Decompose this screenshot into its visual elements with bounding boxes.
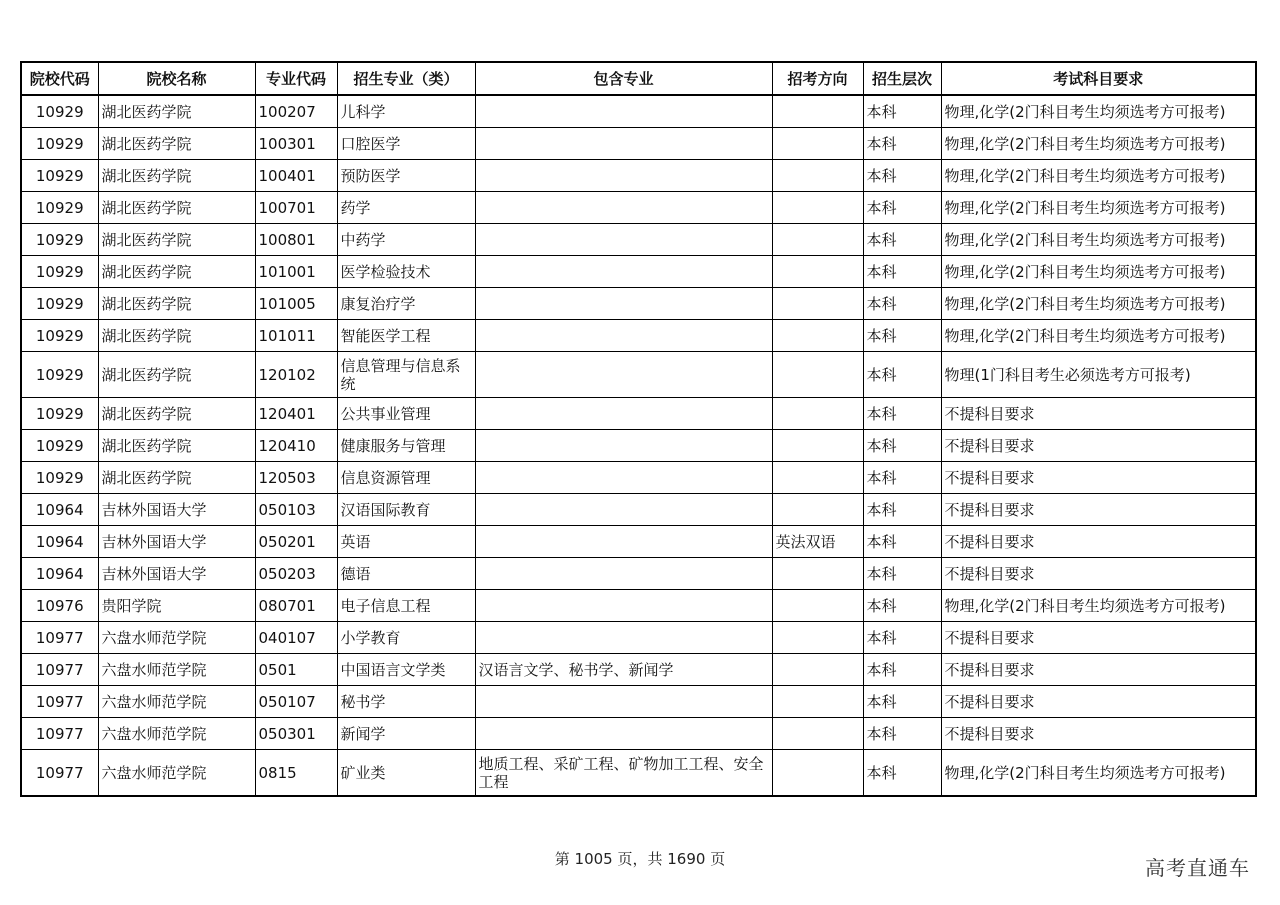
school-code-cell: 10977	[21, 718, 98, 750]
table-row	[21, 128, 1256, 160]
table-row	[21, 320, 1256, 352]
subject-requirement-cell: 不提科目要求	[941, 494, 1256, 526]
school-code-cell: 10929	[21, 256, 98, 288]
table-row	[21, 462, 1256, 494]
included-majors-cell	[475, 192, 772, 224]
major-code-cell: 100801	[255, 224, 337, 256]
level-cell: 本科	[863, 686, 941, 718]
major-code-cell: 120401	[255, 398, 337, 430]
major-code-cell: 101005	[255, 288, 337, 320]
table-row	[21, 352, 1256, 398]
major-code-cell: 101001	[255, 256, 337, 288]
included-majors-cell	[475, 256, 772, 288]
direction-cell	[772, 622, 863, 654]
major-code-cell: 0815	[255, 750, 337, 797]
included-majors-cell: 汉语言文学、秘书学、新闻学	[475, 654, 772, 686]
direction-cell	[772, 352, 863, 398]
school-code-cell: 10964	[21, 526, 98, 558]
major-code-cell: 050103	[255, 494, 337, 526]
table-row	[21, 256, 1256, 288]
direction-cell	[772, 320, 863, 352]
major-name-cell: 儿科学	[337, 95, 475, 128]
school-code-cell: 10929	[21, 462, 98, 494]
table-row	[21, 224, 1256, 256]
subject-requirement-cell: 不提科目要求	[941, 430, 1256, 462]
major-name-cell: 德语	[337, 558, 475, 590]
school-code-cell: 10929	[21, 160, 98, 192]
level-cell: 本科	[863, 352, 941, 398]
subject-requirement-cell: 物理(1门科目考生必须选考方可报考)	[941, 352, 1256, 398]
major-code-cell: 050107	[255, 686, 337, 718]
major-code-cell: 050203	[255, 558, 337, 590]
header-school-name: 院校名称	[98, 62, 255, 95]
table-row	[21, 192, 1256, 224]
included-majors-cell	[475, 718, 772, 750]
level-cell: 本科	[863, 224, 941, 256]
major-name-cell: 医学检验技术	[337, 256, 475, 288]
included-majors-cell	[475, 320, 772, 352]
school-code-cell: 10964	[21, 494, 98, 526]
direction-cell	[772, 430, 863, 462]
subject-requirement-cell: 物理,化学(2门科目考生均须选考方可报考)	[941, 128, 1256, 160]
major-name-cell: 中国语言文学类	[337, 654, 475, 686]
direction-cell	[772, 494, 863, 526]
included-majors-cell	[475, 288, 772, 320]
school-code-cell: 10929	[21, 320, 98, 352]
table-header-row	[21, 62, 1256, 95]
school-name-cell: 湖北医药学院	[98, 288, 255, 320]
school-name-cell: 湖北医药学院	[98, 320, 255, 352]
direction-cell	[772, 128, 863, 160]
subject-requirement-cell: 不提科目要求	[941, 718, 1256, 750]
school-name-cell: 湖北医药学院	[98, 462, 255, 494]
school-code-cell: 10929	[21, 95, 98, 128]
subject-requirement-cell: 不提科目要求	[941, 686, 1256, 718]
direction-cell	[772, 590, 863, 622]
included-majors-cell	[475, 622, 772, 654]
major-name-cell: 新闻学	[337, 718, 475, 750]
major-code-cell: 050301	[255, 718, 337, 750]
subject-requirement-cell: 物理,化学(2门科目考生均须选考方可报考)	[941, 160, 1256, 192]
major-code-cell: 101011	[255, 320, 337, 352]
table-row	[21, 398, 1256, 430]
subject-requirement-cell: 不提科目要求	[941, 622, 1256, 654]
school-name-cell: 湖北医药学院	[98, 256, 255, 288]
school-code-cell: 10929	[21, 430, 98, 462]
school-code-cell: 10929	[21, 128, 98, 160]
major-name-cell: 信息资源管理	[337, 462, 475, 494]
direction-cell	[772, 462, 863, 494]
major-name-cell: 英语	[337, 526, 475, 558]
level-cell: 本科	[863, 526, 941, 558]
school-name-cell: 吉林外国语大学	[98, 558, 255, 590]
subject-requirement-cell: 不提科目要求	[941, 654, 1256, 686]
school-name-cell: 吉林外国语大学	[98, 526, 255, 558]
major-name-cell: 公共事业管理	[337, 398, 475, 430]
subject-requirement-cell: 不提科目要求	[941, 558, 1256, 590]
major-name-cell: 口腔医学	[337, 128, 475, 160]
table-row	[21, 494, 1256, 526]
level-cell: 本科	[863, 256, 941, 288]
level-cell: 本科	[863, 718, 941, 750]
included-majors-cell	[475, 430, 772, 462]
direction-cell	[772, 288, 863, 320]
subject-requirement-cell: 物理,化学(2门科目考生均须选考方可报考)	[941, 320, 1256, 352]
level-cell: 本科	[863, 558, 941, 590]
major-code-cell: 100701	[255, 192, 337, 224]
subject-requirement-cell: 不提科目要求	[941, 526, 1256, 558]
header-major-name: 招生专业（类）	[337, 62, 475, 95]
level-cell: 本科	[863, 192, 941, 224]
included-majors-cell	[475, 224, 772, 256]
included-majors-cell	[475, 494, 772, 526]
header-level: 招生层次	[863, 62, 941, 95]
school-code-cell: 10929	[21, 192, 98, 224]
direction-cell	[772, 256, 863, 288]
subject-requirement-cell: 不提科目要求	[941, 462, 1256, 494]
table-row	[21, 654, 1256, 686]
major-code-cell: 050201	[255, 526, 337, 558]
level-cell: 本科	[863, 320, 941, 352]
included-majors-cell	[475, 686, 772, 718]
included-majors-cell	[475, 352, 772, 398]
school-name-cell: 湖北医药学院	[98, 95, 255, 128]
included-majors-cell	[475, 526, 772, 558]
major-code-cell: 040107	[255, 622, 337, 654]
table-row	[21, 430, 1256, 462]
school-name-cell: 六盘水师范学院	[98, 654, 255, 686]
level-cell: 本科	[863, 160, 941, 192]
major-name-cell: 矿业类	[337, 750, 475, 797]
school-code-cell: 10929	[21, 398, 98, 430]
level-cell: 本科	[863, 462, 941, 494]
level-cell: 本科	[863, 622, 941, 654]
level-cell: 本科	[863, 654, 941, 686]
subject-requirement-cell: 物理,化学(2门科目考生均须选考方可报考)	[941, 256, 1256, 288]
subject-requirement-cell: 物理,化学(2门科目考生均须选考方可报考)	[941, 192, 1256, 224]
major-name-cell: 健康服务与管理	[337, 430, 475, 462]
school-code-cell: 10977	[21, 686, 98, 718]
major-name-cell: 秘书学	[337, 686, 475, 718]
page-number: 第 1005 页，共 1690 页	[554, 850, 726, 868]
subject-requirement-cell: 物理,化学(2门科目考生均须选考方可报考)	[941, 224, 1256, 256]
subject-requirement-cell: 物理,化学(2门科目考生均须选考方可报考)	[941, 590, 1256, 622]
direction-cell	[772, 654, 863, 686]
major-code-cell: 100401	[255, 160, 337, 192]
major-name-cell: 药学	[337, 192, 475, 224]
direction-cell	[772, 160, 863, 192]
major-code-cell: 120102	[255, 352, 337, 398]
included-majors-cell	[475, 128, 772, 160]
subject-requirement-cell: 不提科目要求	[941, 398, 1256, 430]
included-majors-cell	[475, 398, 772, 430]
major-name-cell: 康复治疗学	[337, 288, 475, 320]
table-row	[21, 590, 1256, 622]
major-name-cell: 信息管理与信息系统	[337, 352, 475, 398]
direction-cell: 英法双语	[772, 526, 863, 558]
major-code-cell: 120410	[255, 430, 337, 462]
school-code-cell: 10977	[21, 750, 98, 797]
table-body	[21, 95, 1256, 796]
direction-cell	[772, 750, 863, 797]
direction-cell	[772, 398, 863, 430]
header-major-code: 专业代码	[255, 62, 337, 95]
table-row	[21, 750, 1256, 797]
school-name-cell: 湖北医药学院	[98, 224, 255, 256]
table-row	[21, 686, 1256, 718]
school-name-cell: 六盘水师范学院	[98, 622, 255, 654]
subject-requirement-cell: 物理,化学(2门科目考生均须选考方可报考)	[941, 750, 1256, 797]
school-name-cell: 湖北医药学院	[98, 398, 255, 430]
included-majors-cell	[475, 160, 772, 192]
table-row	[21, 95, 1256, 128]
header-school-code: 院校代码	[21, 62, 98, 95]
major-code-cell: 0501	[255, 654, 337, 686]
direction-cell	[772, 224, 863, 256]
header-included-majors: 包含专业	[475, 62, 772, 95]
school-code-cell: 10977	[21, 654, 98, 686]
table-row	[21, 160, 1256, 192]
subject-requirement-cell: 物理,化学(2门科目考生均须选考方可报考)	[941, 95, 1256, 128]
header-subject-requirement: 考试科目要求	[941, 62, 1256, 95]
included-majors-cell: 地质工程、采矿工程、矿物加工工程、安全工程	[475, 750, 772, 797]
school-name-cell: 湖北医药学院	[98, 160, 255, 192]
school-code-cell: 10929	[21, 224, 98, 256]
major-name-cell: 小学教育	[337, 622, 475, 654]
school-code-cell: 10929	[21, 352, 98, 398]
direction-cell	[772, 718, 863, 750]
level-cell: 本科	[863, 398, 941, 430]
school-name-cell: 六盘水师范学院	[98, 686, 255, 718]
level-cell: 本科	[863, 288, 941, 320]
school-name-cell: 吉林外国语大学	[98, 494, 255, 526]
included-majors-cell	[475, 95, 772, 128]
level-cell: 本科	[863, 128, 941, 160]
level-cell: 本科	[863, 590, 941, 622]
school-name-cell: 湖北医药学院	[98, 352, 255, 398]
watermark-text: 高考直通车	[1145, 856, 1250, 880]
school-name-cell: 六盘水师范学院	[98, 718, 255, 750]
subject-requirement-cell: 物理,化学(2门科目考生均须选考方可报考)	[941, 288, 1256, 320]
major-name-cell: 智能医学工程	[337, 320, 475, 352]
school-name-cell: 贵阳学院	[98, 590, 255, 622]
included-majors-cell	[475, 462, 772, 494]
table-row	[21, 558, 1256, 590]
level-cell: 本科	[863, 95, 941, 128]
school-code-cell: 10976	[21, 590, 98, 622]
level-cell: 本科	[863, 430, 941, 462]
direction-cell	[772, 95, 863, 128]
school-name-cell: 湖北医药学院	[98, 430, 255, 462]
school-code-cell: 10929	[21, 288, 98, 320]
major-code-cell: 100301	[255, 128, 337, 160]
major-name-cell: 汉语国际教育	[337, 494, 475, 526]
direction-cell	[772, 558, 863, 590]
school-code-cell: 10977	[21, 622, 98, 654]
direction-cell	[772, 686, 863, 718]
major-name-cell: 预防医学	[337, 160, 475, 192]
admissions-table	[20, 61, 1257, 797]
included-majors-cell	[475, 558, 772, 590]
school-name-cell: 六盘水师范学院	[98, 750, 255, 797]
level-cell: 本科	[863, 750, 941, 797]
included-majors-cell	[475, 590, 772, 622]
major-name-cell: 电子信息工程	[337, 590, 475, 622]
level-cell: 本科	[863, 494, 941, 526]
table-row	[21, 718, 1256, 750]
major-name-cell: 中药学	[337, 224, 475, 256]
school-code-cell: 10964	[21, 558, 98, 590]
major-code-cell: 080701	[255, 590, 337, 622]
table-row	[21, 526, 1256, 558]
school-name-cell: 湖北医药学院	[98, 192, 255, 224]
direction-cell	[772, 192, 863, 224]
header-direction: 招考方向	[772, 62, 863, 95]
school-name-cell: 湖北医药学院	[98, 128, 255, 160]
table-row	[21, 288, 1256, 320]
table-row	[21, 622, 1256, 654]
major-code-cell: 120503	[255, 462, 337, 494]
major-code-cell: 100207	[255, 95, 337, 128]
